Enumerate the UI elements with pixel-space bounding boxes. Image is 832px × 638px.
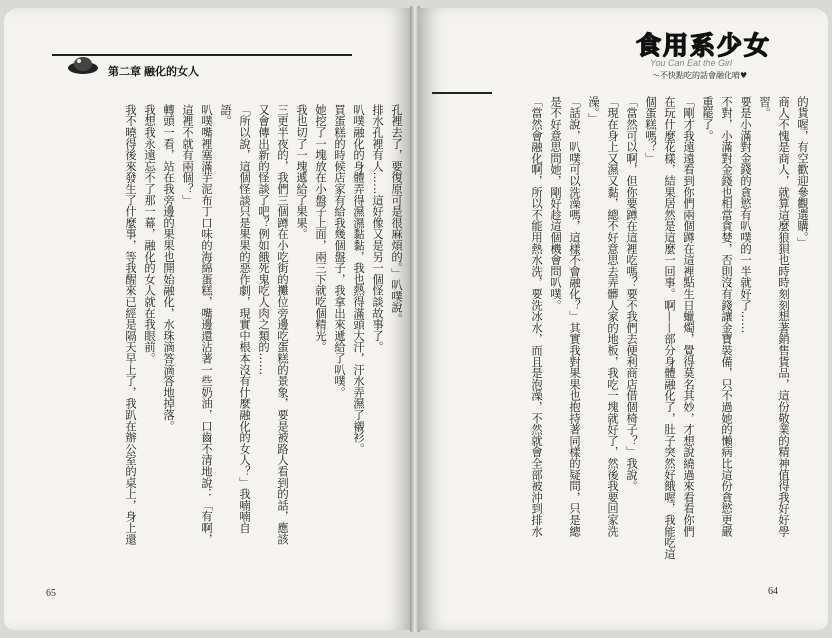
text-column: 買蛋糕的時候店家有給我幾個盤子，我拿出來遞給了叭噗。 [333,104,346,398]
text-column: 重罷了。 [701,96,714,142]
text-column: 「現在身上又濕又黏，總不好意思去弄髒人家的地板，我吃一塊就好了，然後我要回家洗 [606,96,619,537]
left-page [4,8,412,630]
header-rule [52,54,352,56]
left-text-block [52,104,406,606]
page-number: 65 [46,588,56,599]
text-column: 習。 [758,96,771,119]
text-column: 是不好意思問她，剛好趁這個機會問叭噗。 [549,96,562,311]
text-column: 個蛋糕嗎？」 [644,96,657,164]
page-number: 64 [768,586,778,597]
series-subtitle: ～不快點吃的話會融化唷♥ [652,71,748,80]
text-column: 我也切了一塊遞給了果果。 [295,104,308,240]
text-column: 她挖了一塊放在小盤子上面，兩三下就吃個精光。 [314,104,327,353]
text-column: 「剛才我遠遠看到你們兩個蹲在這裡點生日蠟燭，覺得莫名其妙，才想說繞過來看看你們 [682,96,695,537]
header-rule [432,92,492,94]
text-column: 語。 [219,104,232,127]
text-column: 叭噗嘴裡塞滿芋泥布丁口味的海綿蛋糕，嘴邊還沾著一些奶油，口齒不清地說：「有啊， [200,104,213,545]
text-column: 商人不愧是商人，就算這麼狼狽也時時刻刻想著銷售貨品，這份敬業的精神值得我好好學 [777,96,790,537]
text-column: 「話說，叭噗可以洗澡嗎，這樣不會融化？」其實我對果果也抱持著同樣的疑問，只是總 [568,96,581,537]
text-column: 我想我永遠忘不了那一幕，融化的女人就在我眼前。 [143,104,156,364]
text-column: 叭噗融化的身體弄得濕濕黏黏，我也熱得滿頭大汗，汗水弄濕了襯衫。 [352,104,365,455]
chapter-title: 第二章 融化的女人 [108,66,200,78]
text-column: 「所以說，這個怪談只是果果的惡作劇，現實中根本沒有什麼融化的女人？」我喃喃自 [238,104,251,534]
text-column: 孔裡去了，要復原可是很麻煩的。」叭噗說。 [390,104,403,325]
text-column: 不對，小滿對金錢也相當貪婪，否則沒有錢讓金寶裝備，只不過她的懶病比這份貪慾更嚴 [720,96,733,537]
text-column: 三更半夜的，我們三個蹲在小吃街的攤位旁邊吃蛋糕的景象，要是被路人看到的話，應該 [276,104,289,545]
text-column: 排水孔裡有人……這好像又是另一個怪談故事了。 [371,104,384,353]
series-title: 食用系少女 [636,31,772,60]
text-column: 這裡不就有兩個？」 [181,104,194,206]
text-column: 澡。」 [587,96,600,125]
text-column: 在玩什麼花樣，結果居然是這麼一回事。啊——部分身體融化了，肚子突然好餓喔，我能吃這 [663,96,676,560]
text-column: 「當然可以啊，但你要蹲在這裡吃嗎？要不我們去便利商店借個椅子？」我說。 [625,96,638,492]
series-english-title: You Can Eat the Girl [650,58,733,68]
text-column: 要是小滿對金錢的貪慾有叭噗的一半就好了…… [739,96,752,334]
text-column: 轉頭一看，站在我旁邊的果果也開始融化，水珠滴答滴答地掉落。 [162,104,175,432]
text-column: 「當然會融化啊，所以不能用熱水洗，要洗冰水，而且是泡澡，不然就會全部被沖到排水 [530,96,543,537]
right-text-block [448,96,812,592]
text-column: 的貨喔，有空歡迎參觀選購。」 [796,96,809,249]
text-column: 我不曉得後來發生了什麼事，等我醒來已經是隔天早上了，我趴在辦公室的桌上，身上還 [124,104,137,545]
text-column: 又會傳出新的怪談了吧？例如餓死鬼吃人肉之類的…… [257,104,270,376]
